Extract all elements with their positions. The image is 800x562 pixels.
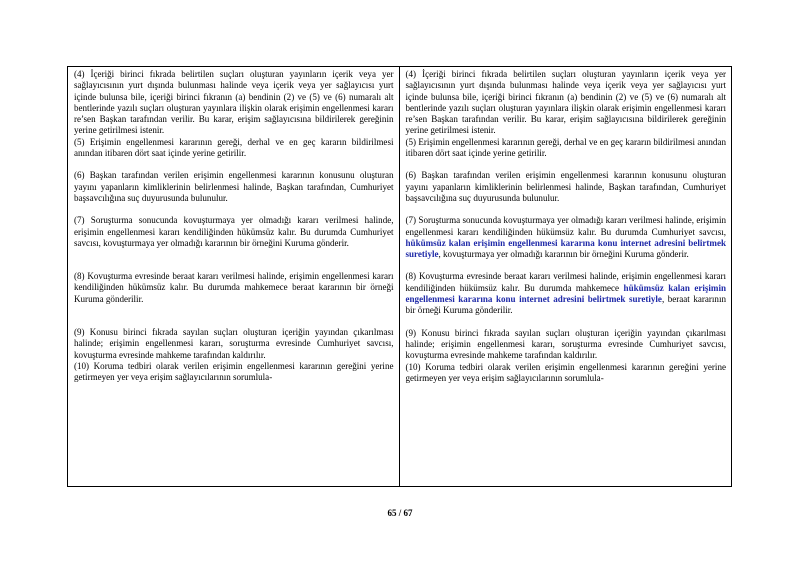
paragraph-8-text-b: , beraat kararının bir örneği Kuruma gönderilir. — [405, 294, 726, 316]
paragraph-8: (8) Kovuşturma evresinde beraat kararı verilmesi halinde, erişimin engellenmesi kararı kendiliğinden hükümsüz kalır. Bu durumda mahkemece beraat kararının bir örneği Kuruma gönderilir. — [74, 271, 394, 304]
paragraph-9: (9) Konusu birinci fıkrada sayılan suçları oluşturan içeriğin yayından çıkarılması halinde; erişimin engellenmesi kararı, soruşturma evresinde Cumhuriyet savcısı, kovuşturma evresinde mahkeme tarafından kaldırılır. — [405, 327, 726, 361]
paragraph-8-highlight: hükümsüz kalan erişimin engellenmesi kararına konu internet adresini belirtmek suretiyle — [405, 282, 726, 305]
paragraph-7-highlight: hükümsüz kalan erişimin engellenmesi kararına konu internet adresini belirtmek suretiyle — [405, 237, 726, 260]
paragraph-4: (4) İçeriği birinci fıkrada belirtilen suçları oluşturan yayınların içerik veya yer sağlayıcısının yurt dışında bulunması halinde veya içerik veya yer sağlayıcısı yurt içinde bulunsa bile, içeriği birinci fıkranın (a) bendinin (2) ve (5) ve (6) numaralı alt bentlerinde yazılı suçları oluşturan yayınlara ilişkin olarak erişimin engellenmesi kararı re’sen Başkan tarafından verilir. Bu karar, erişim sağlayıcısına bildirilerek gereğinin yerine getirilmesi istenir. — [405, 69, 726, 136]
paragraph-7 — [406, 215, 727, 260]
paragraph-4: (4) İçeriği birinci fıkrada belirtilen suçları oluşturan yayınların içerik veya yer sağlayıcısının yurt dışında bulunması halinde veya içerik veya yer sağlayıcısı yurt içinde bulunsa bile, içeriği birinci fıkranın (a) bendinin (2) ve (5) ve (6) numaralı alt bentlerinde yazılı suçları oluşturan yayınlara ilişkin olarak erişimin engellenmesi kararı re’sen Başkan tarafından verilir. Bu karar, erişim sağlayıcısına bildirilerek gereğinin yerine getirilmesi istenir. — [74, 69, 394, 136]
paragraph-9: (9) Konusu birinci fıkrada sayılan suçları oluşturan içeriğin yayından çıkarılması halinde; erişimin engellenmesi kararı, soruşturma evresinde Cumhuriyet savcısı, kovuşturma evresinde mahkeme tarafından kaldırılır. — [74, 327, 394, 360]
paragraph-7-text-b: , kovuşturmaya yer olmadığı kararının bir örneğini Kuruma gönderir. — [438, 249, 689, 260]
paragraph-5: (5) Erişimin engellenmesi kararının gereği, derhal ve en geç kararın bildirilmesi anından itibaren dört saat içinde yerine getirilir. — [405, 136, 726, 159]
paragraph-10: (10) Koruma tedbiri olarak verilen erişimin engellenmesi kararının gereğini yerine getirmeyen yer veya erişim sağlayıcılarının sorumlula- — [74, 360, 394, 383]
paragraph-6: (6) Başkan tarafından verilen erişimin engellenmesi kararının konusunu oluşturan yayını yapanların kimliklerinin belirlenmesi halinde, Başkan tarafından, Cumhuriyet başsavcılığına suç duyurusunda bulunulur. — [405, 170, 726, 203]
paragraph-8 — [406, 271, 727, 316]
page-number: 65 / 67 — [387, 508, 413, 518]
comparison-table — [67, 66, 732, 487]
paragraph-7: (7) Soruşturma sonucunda kovuşturmaya yer olmadığı kararı verilmesi halinde, erişimin engellenmesi kararı kendiliğinden hükümsüz kalır. Bu durumda Cumhuriyet savcısı, kovuşturmaya yer olmadığı kararının bir örneğini Kuruma gönderir. — [74, 215, 394, 248]
current-text-column — [68, 67, 400, 486]
paragraph-7-text-a: (7) Soruşturma sonucunda kovuşturmaya yer olmadığı kararı verilmesi halinde, erişimin engellenmesi kararı kendiliğinden hükümsüz kalır. Bu durumda Cumhuriyet savcısı, — [405, 215, 726, 237]
proposed-text-column — [400, 67, 732, 486]
paragraph-5: (5) Erişimin engellenmesi kararının gereği, derhal ve en geç kararın bildirilmesi anından itibaren dört saat içinde yerine getirilir. — [74, 136, 394, 159]
paragraph-8-text-a: (8) Kovuşturma evresinde beraat kararı verilmesi halinde, erişimin engellenmesi kararı kendiliğinden hükümsüz kalır. Bu durumda mahkemece — [405, 271, 726, 293]
paragraph-6: (6) Başkan tarafından verilen erişimin engellenmesi kararının konusunu oluşturan yayını yapanların kimliklerinin belirlenmesi halinde, Başkan tarafından, Cumhuriyet başsavcılığına suç duyurusunda bulunulur. — [74, 170, 394, 203]
paragraph-10: (10) Koruma tedbiri olarak verilen erişimin engellenmesi kararının gereğini yerine getirmeyen yer veya erişim sağlayıcılarının sorumlula- — [405, 361, 726, 383]
